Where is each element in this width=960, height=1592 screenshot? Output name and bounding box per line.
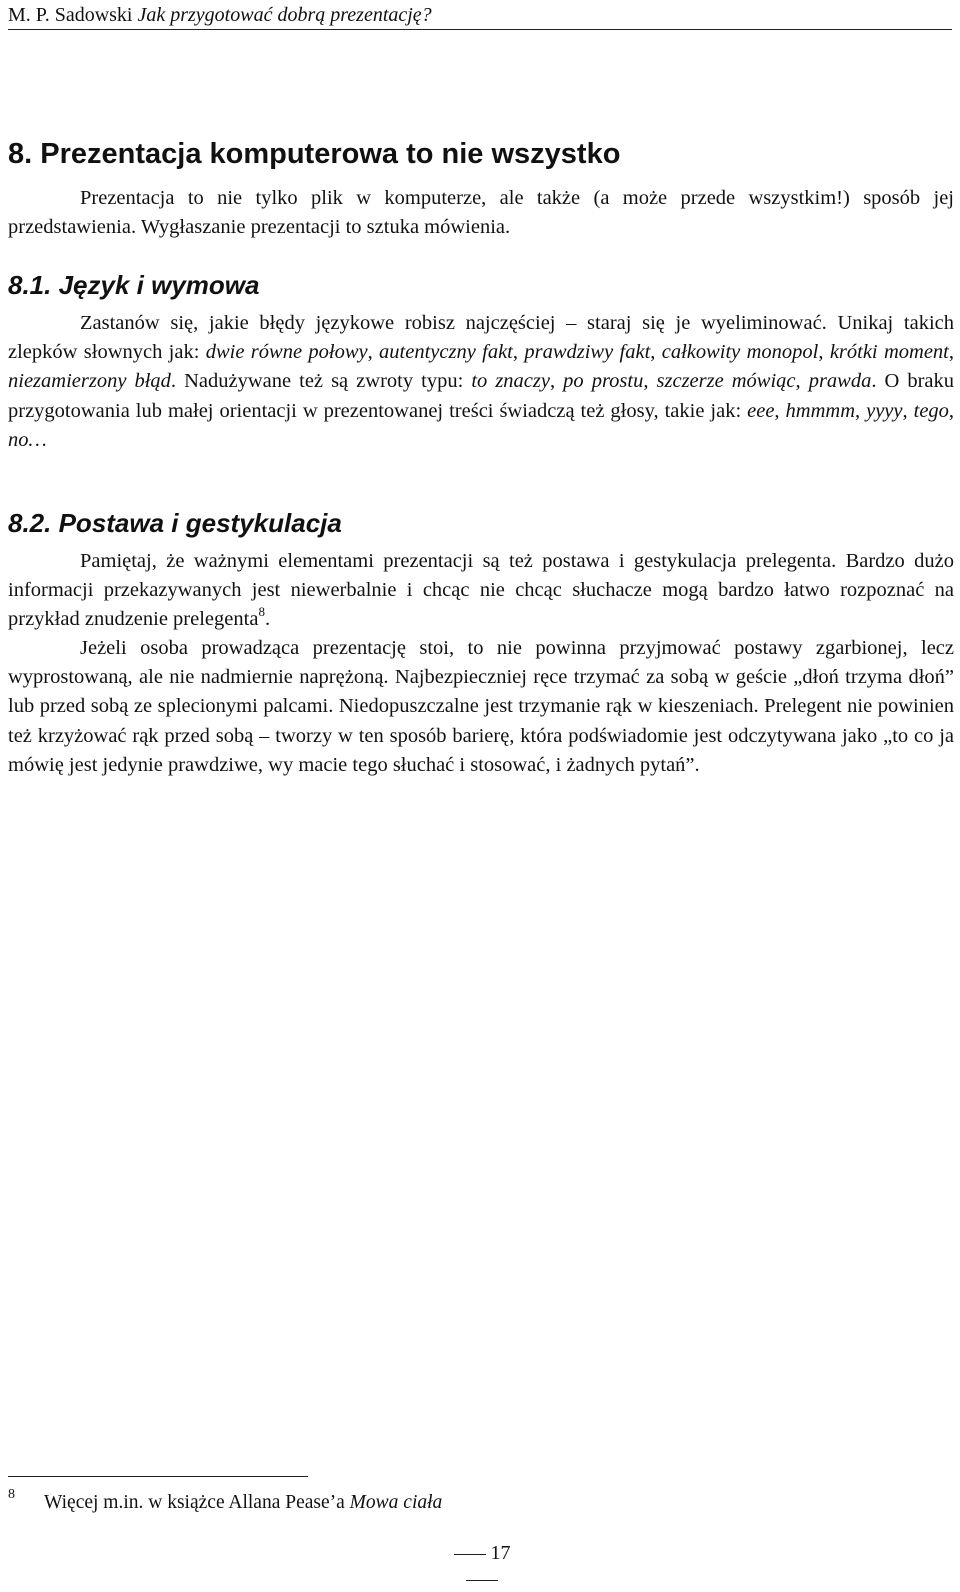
footnote-reference: 8	[258, 604, 265, 620]
section-8-2-paragraph-2: Jeżeli osoba prowadząca prezentację stoi, to nie powinna przyjmować postawy zgarbionej, lecz wyprostowaną, ale nie nadmiernie naprężoną. Najbezpieczniej ręce trzymać za sobą w geście „dłoń trzyma dłoń” lub przed sobą ze splecionymi palcami. Niedopuszczalne jest trzymanie rąk w kieszeniach. Prelegent nie powinien też krzyżować rąk przed sobą – tworzy w ten sposób barierę, która podświadomie jest odczytywana jako „to co ja mówię jest jedynie prawdziwe, wy macie tego słuchać i stosować, i żadnych pytań”.	[8, 637, 954, 776]
section-8-paragraph: Prezentacja to nie tylko plik w komputerze, ale także (a może przede wszystkim!) sposób jej przedstawienia. Wygłaszanie prezentacji to sztuka mówienia.	[8, 187, 954, 239]
header-author: M. P. Sadowski	[8, 4, 133, 26]
running-header	[8, 3, 952, 30]
header-title: Jak przygotować dobrą prezentację?	[137, 4, 432, 26]
footnote-book-title: Mowa ciała	[349, 1492, 443, 1513]
section-8-1-paragraph: Zastanów się, jakie błędy językowe robisz najczęściej – staraj się je wyeliminować. Unikaj takich zlepków słownych jak: dwie równe połowy, autentyczny fakt, prawdziwy fakt, całkowity monopol, krótki moment, niezamierzony błąd. Nadużywane też są zwroty typu: to znaczy, po prostu, szczerze mówiąc, prawda. O braku przygotowania lub małej orientacji w prezentowanej treści świadczą też głosy, takie jak: eee, hmmmm, yyyy, tego, no…	[8, 312, 955, 451]
section-8-2-heading: 8.2. Postawa i gestykulacja	[8, 508, 342, 538]
section-8-1-heading: 8.1. Język i wymowa	[8, 270, 260, 300]
section-8-heading: 8. Prezentacja komputerowa to nie wszystko	[8, 138, 621, 170]
footnote-text: Więcej m.in. w książce Allana Pease’a Mowa ciała	[44, 1492, 443, 1513]
page-number: 17	[437, 1540, 527, 1592]
section-8-2-paragraph-1: Pamiętaj, że ważnymi elementami prezentacji są też postawa i gestykulacja prelegenta. Bardzo dużo informacji przekazywanych jest niewerbalnie i chcąc nie chcąc słuchacze mogą bardzo łatwo rozpoznać na przykład znudzenie prelegenta$^8$.	[8, 550, 954, 631]
footnote-divider	[8, 1476, 308, 1477]
footnote-number: 8	[8, 1487, 15, 1502]
